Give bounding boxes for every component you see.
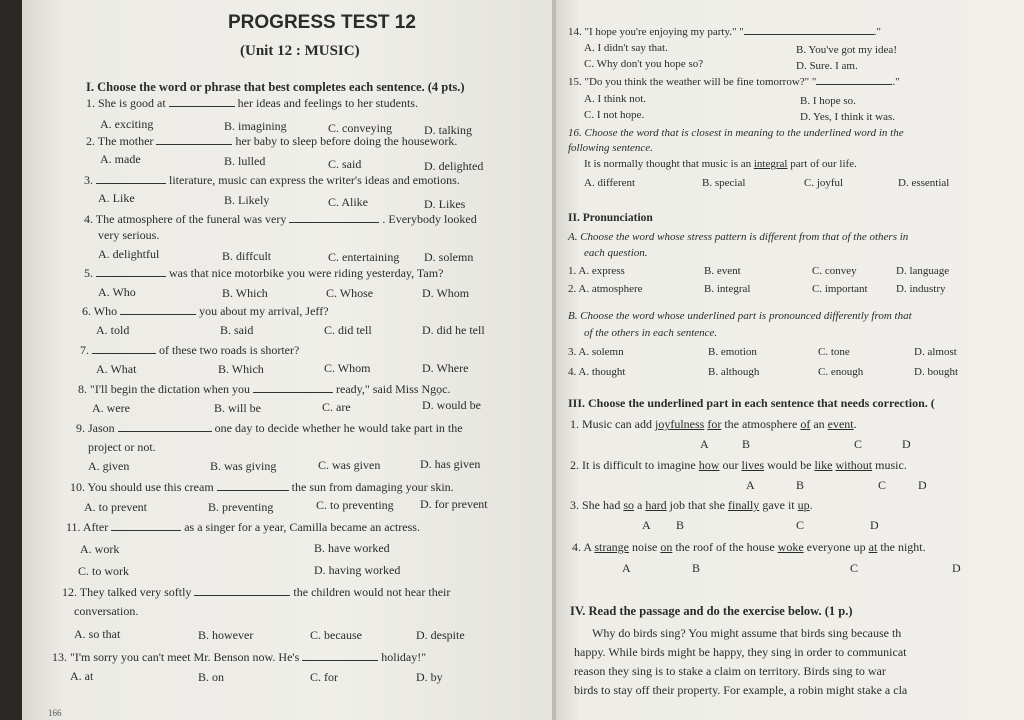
question-2: 2. The mother her baby to sleep before doing the housework. (86, 134, 458, 148)
q11-option-c[interactable]: C. to work (78, 564, 129, 578)
pron-2-option-d[interactable]: D. industry (896, 283, 946, 295)
q4-option-d[interactable]: D. solemn (424, 250, 474, 264)
q15-option-b[interactable]: B. I hope so. (800, 95, 856, 107)
correction-4-letter-c[interactable]: C (850, 561, 859, 575)
q4-option-b[interactable]: B. diffcult (222, 249, 272, 263)
q2-option-a[interactable]: A. made (100, 152, 141, 166)
part-a-instruction: A. Choose the word whose stress pattern is different from that of the others in (568, 231, 909, 243)
q11-option-a[interactable]: A. work (80, 542, 120, 556)
question-6: 6. Who you about my arrival, Jeff? (82, 304, 329, 318)
q9-option-d[interactable]: D. has given (420, 457, 481, 471)
q14-option-c[interactable]: C. Why don't you hope so? (584, 58, 704, 70)
question-13: 13. "I'm sorry you can't meet Mr. Benson now. He's holiday!" (52, 650, 427, 664)
correction-2-letter-c[interactable]: C (878, 478, 887, 492)
q10-option-d[interactable]: D. for prevent (420, 497, 488, 511)
q13-option-d[interactable]: D. by (416, 670, 443, 684)
q13-option-b[interactable]: B. on (198, 670, 225, 684)
q7-option-a[interactable]: A. What (96, 362, 137, 376)
correction-1: 1. Music can add joyfulness for the atmosphere of an event. (570, 417, 857, 431)
passage-line-4: birds to stay off their property. For example, a robin might stake a cla (574, 683, 908, 697)
section-1-heading: I. Choose the word or phrase that best completes each sentence. (4 pts.) (86, 80, 465, 94)
q3-option-d[interactable]: D. Likes (424, 197, 466, 211)
question-14: 14. "I hope you're enjoying my party." " ." (568, 26, 881, 38)
correction-4: 4. A strange noise on the roof of the house woke everyone up at the night. (572, 540, 926, 554)
q11-option-b[interactable]: B. have worked (314, 541, 390, 555)
question-16-cont: following sentence. (568, 142, 653, 154)
q15-option-d[interactable]: D. Yes, I think it was. (800, 111, 896, 123)
q15-option-a[interactable]: A. I think not. (584, 93, 647, 105)
pron-1-option-a[interactable]: 1. A. express (568, 265, 625, 277)
q7-option-c[interactable]: C. Whom (324, 361, 371, 375)
question-10: 10. You should use this cream the sun from damaging your skin. (70, 480, 454, 494)
q15-option-c[interactable]: C. I not hope. (584, 109, 645, 121)
correction-3-letter-d[interactable]: D (870, 518, 879, 532)
correction-1-letter-b[interactable]: B (742, 437, 751, 451)
q12-option-c[interactable]: C. because (310, 628, 362, 642)
q1-option-b[interactable]: B. imagining (224, 119, 287, 133)
pron-4-option-c[interactable]: C. enough (818, 366, 864, 378)
q16-option-d[interactable]: D. essential (898, 177, 950, 189)
correction-4-letter-a[interactable]: A (622, 561, 631, 575)
q14-option-d[interactable]: D. Sure. I am. (796, 60, 858, 72)
q6-option-c[interactable]: C. did tell (324, 323, 372, 337)
q2-option-d[interactable]: D. delighted (424, 159, 484, 173)
q6-option-d[interactable]: D. did he tell (422, 323, 485, 337)
correction-1-letter-c[interactable]: C (854, 437, 863, 451)
question-9-cont: project or not. (88, 440, 156, 454)
q9-option-a[interactable]: A. given (88, 459, 130, 473)
question-11: 11. After as a singer for a year, Camilla became an actress. (66, 520, 420, 534)
q8-option-d[interactable]: D. would be (422, 398, 481, 412)
question-1: 1. She is good at her ideas and feelings to her students. (86, 96, 418, 110)
test-subtitle: (Unit 12 : MUSIC) (240, 43, 360, 59)
pron-1-option-b[interactable]: B. event (704, 265, 741, 277)
pron-3-option-d[interactable]: D. almost (914, 346, 957, 358)
q4-option-a[interactable]: A. delightful (98, 247, 160, 261)
q10-option-b[interactable]: B. preventing (208, 500, 274, 514)
page-number: 166 (48, 708, 62, 718)
pron-2-option-b[interactable]: B. integral (704, 283, 751, 295)
pron-1-option-c[interactable]: C. convey (812, 265, 857, 277)
q11-option-d[interactable]: D. having worked (314, 563, 401, 577)
q3-option-c[interactable]: C. Alike (328, 195, 369, 209)
section-3-heading: III. Choose the underlined part in each sentence that needs correction. ( (568, 396, 935, 410)
correction-2-letter-a[interactable]: A (746, 478, 755, 492)
section-4-heading: IV. Read the passage and do the exercise below. (1 p.) (570, 604, 853, 618)
q12-option-b[interactable]: B. however (198, 628, 254, 642)
test-title: PROGRESS TEST 12 (228, 12, 416, 33)
q5-option-a[interactable]: A. Who (98, 285, 136, 299)
q7-option-b[interactable]: B. Which (218, 362, 264, 376)
q8-option-b[interactable]: B. will be (214, 401, 261, 415)
part-b-instruction-cont: of the others in each sentence. (584, 327, 718, 339)
q14-option-a[interactable]: A. I didn't say that. (584, 42, 668, 54)
correction-2-letter-b[interactable]: B (796, 478, 805, 492)
left-page (22, 0, 552, 720)
pron-4-option-b[interactable]: B. although (708, 366, 760, 378)
correction-1-letter-d[interactable]: D (902, 437, 911, 451)
q10-option-a[interactable]: A. to prevent (84, 500, 147, 514)
passage-line-3: reason they sing is to stake a claim on territory. Birds sing to war (574, 664, 886, 678)
question-12-cont: conversation. (74, 604, 139, 618)
q12-option-a[interactable]: A. so that (74, 627, 121, 641)
q2-option-c[interactable]: C. said (328, 157, 362, 171)
q3-option-a[interactable]: A. Like (98, 191, 135, 205)
pron-2-option-c[interactable]: C. important (812, 283, 868, 295)
question-7: 7. of these two roads is shorter? (80, 343, 300, 357)
q5-option-d[interactable]: D. Whom (422, 286, 470, 300)
q16-option-c[interactable]: C. joyful (804, 177, 844, 189)
q6-option-a[interactable]: A. told (96, 323, 130, 337)
q5-option-b[interactable]: B. Which (222, 286, 268, 300)
pron-2-option-a[interactable]: 2. A. atmosphere (568, 283, 643, 295)
section-2-heading: II. Pronunciation (568, 212, 653, 224)
q16-option-a[interactable]: A. different (584, 177, 636, 189)
q4-option-c[interactable]: C. entertaining (328, 250, 400, 264)
pron-3-option-c[interactable]: C. tone (818, 346, 850, 358)
question-16: 16. Choose the word that is closest in meaning to the underlined word in the (568, 127, 904, 139)
q8-option-a[interactable]: A. were (92, 401, 130, 415)
pron-1-option-d[interactable]: D. language (896, 265, 950, 277)
q13-option-c[interactable]: C. for (310, 670, 338, 684)
correction-2-letter-d[interactable]: D (918, 478, 927, 492)
correction-3: 3. She had so a hard job that she finally gave it up. (570, 498, 813, 512)
q16-sentence: It is normally thought that music is an integral part of our life. (584, 158, 857, 170)
q12-option-d[interactable]: D. despite (416, 628, 465, 642)
q13-option-a[interactable]: A. at (70, 669, 94, 683)
pron-4-option-a[interactable]: 4. A. thought (568, 366, 626, 378)
q2-option-b[interactable]: B. lulled (224, 154, 266, 168)
question-8: 8. "I'll begin the dictation when you ready," said Miss Ngọc. (78, 382, 451, 396)
q9-option-b[interactable]: B. was giving (210, 459, 277, 473)
q10-option-c[interactable]: C. to preventing (316, 498, 394, 512)
question-3: 3. literature, music can express the writer's ideas and emotions. (84, 173, 460, 187)
question-5: 5. was that nice motorbike you were riding yesterday, Tam? (84, 266, 444, 280)
q1-option-d[interactable]: D. talking (424, 123, 472, 137)
q14-option-b[interactable]: B. You've got my idea! (796, 44, 897, 56)
question-4: 4. The atmosphere of the funeral was very . Everybody looked (84, 212, 477, 226)
q8-option-c[interactable]: C. are (322, 400, 351, 414)
q1-option-a[interactable]: A. exciting (100, 117, 154, 131)
question-9: 9. Jason one day to decide whether he would take part in the (76, 421, 463, 435)
correction-4-letter-d[interactable]: D (952, 561, 961, 575)
correction-3-letter-a[interactable]: A (642, 518, 651, 532)
passage-line-1: Why do birds sing? You might assume that birds sing because th (592, 626, 902, 640)
correction-3-letter-b[interactable]: B (676, 518, 685, 532)
part-a-instruction-cont: each question. (584, 247, 648, 259)
correction-3-letter-c[interactable]: C (796, 518, 805, 532)
correction-2: 2. It is difficult to imagine how our lives would be like without music. (570, 458, 907, 472)
question-15: 15. "Do you think the weather will be fine tomorrow?" " ." (568, 76, 900, 88)
q7-option-d[interactable]: D. Where (422, 361, 469, 375)
q1-option-c[interactable]: C. conveying (328, 121, 392, 135)
right-page (556, 0, 1024, 720)
part-b-instruction: B. Choose the word whose underlined part is pronounced differently from that (568, 310, 912, 322)
q6-option-b[interactable]: B. said (220, 323, 254, 337)
pron-4-option-d[interactable]: D. bought (914, 366, 958, 378)
q9-option-c[interactable]: C. was given (318, 458, 381, 472)
pron-3-option-b[interactable]: B. emotion (708, 346, 757, 358)
correction-1-letter-a[interactable]: A (700, 437, 709, 451)
correction-4-letter-b[interactable]: B (692, 561, 701, 575)
q16-option-b[interactable]: B. special (702, 177, 746, 189)
q5-option-c[interactable]: C. Whose (326, 286, 374, 300)
pron-3-option-a[interactable]: 3. A. solemn (568, 346, 624, 358)
question-12: 12. They talked very softly the children would not hear their (62, 585, 451, 599)
question-4-cont: very serious. (98, 228, 160, 242)
passage-line-2: happy. While birds might be happy, they sing in order to communicat (574, 645, 907, 659)
q3-option-b[interactable]: B. Likely (224, 193, 270, 207)
